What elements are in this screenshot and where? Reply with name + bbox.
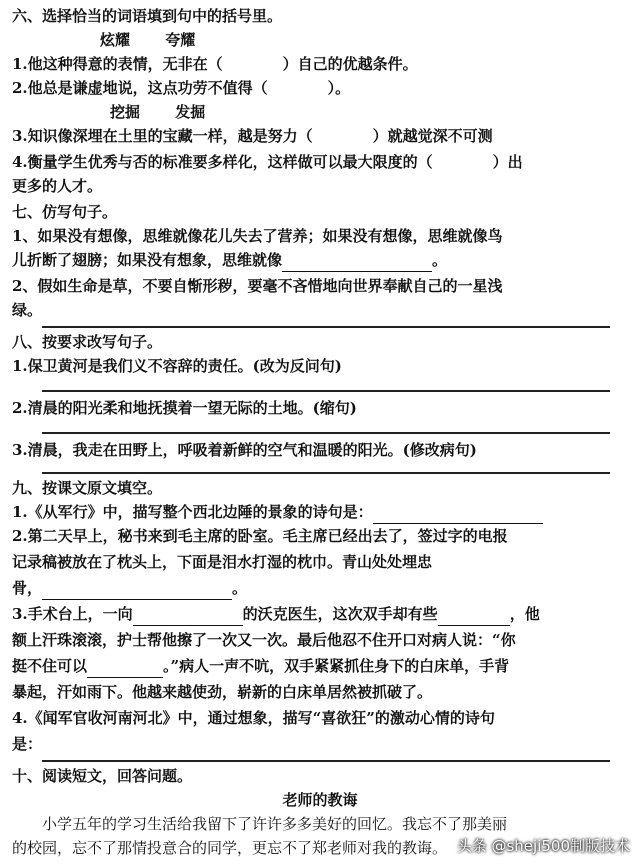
sec6-question-1: 1.他这种得意的表情，无非在（ ）自己的优越条件。 xyxy=(12,55,418,73)
passage-paragraph-1-line-1: 小学五年的学习生活给我留下了许许多多美好的回忆。我忘不了那美丽 xyxy=(42,815,508,833)
answer-line[interactable] xyxy=(42,760,610,762)
sec9-question-3-line-4: 暴起，汗如雨下。他越来越使劲，崭新的白床单居然被抓破了。 xyxy=(12,683,433,701)
section-8-heading: 八、按要求改写句子。 xyxy=(12,333,163,351)
answer-blank[interactable] xyxy=(282,253,432,272)
sec9-q3-text-2: 的沃克医生，这次双手却有些 xyxy=(242,605,438,623)
watermark: 头条 @sheji500制版技术 xyxy=(456,837,630,855)
section-7-heading: 七、仿写句子。 xyxy=(12,203,118,221)
answer-line[interactable] xyxy=(42,390,610,392)
sec9-q3-text-4: 挺不住可以 xyxy=(12,657,88,675)
answer-blank[interactable] xyxy=(438,607,510,626)
sec9-q2-text: 骨， xyxy=(12,579,43,597)
word-choice-1: 炫耀 夸耀 xyxy=(100,31,196,49)
answer-blank[interactable] xyxy=(373,505,543,524)
answer-blank[interactable] xyxy=(133,607,243,626)
answer-line[interactable] xyxy=(42,432,610,434)
word-choice-2: 挖掘 发掘 xyxy=(110,103,206,121)
sec7-question-2-line-2: 绿。 xyxy=(12,301,43,319)
sec8-question-2: 2.清晨的阳光柔和地抚摸着一望无际的土地。(缩句) xyxy=(12,399,357,417)
sec6-question-4-line-1: 4.衡量学生优秀与否的标准要多样化，这样做可以最大限度的（ ）出 xyxy=(12,153,523,171)
sec7-question-2-line-1: 2、假如生命是草，不要自惭形秽，要毫不吝惜地向世界奉献自己的一星浅 xyxy=(12,277,503,295)
sec9-q3-text-3: ，他 xyxy=(509,605,540,623)
section-6-heading: 六、选择恰当的词语填到句中的括号里。 xyxy=(12,7,283,25)
sec9-q3-text-5: 。”病人一声不吭，双手紧紧抓住身下的白床单，手背 xyxy=(163,657,510,675)
sec9-question-3-line-1 xyxy=(12,602,628,626)
sec9-question-1 xyxy=(12,500,628,524)
answer-line[interactable] xyxy=(42,326,610,328)
passage-title: 老师的教诲 xyxy=(282,791,358,809)
sec9-question-4-line-2: 是： xyxy=(12,735,43,753)
section-9-heading: 九、按课文原文填空。 xyxy=(12,479,163,497)
sec8-question-3: 3.清晨，我走在田野上，呼吸着新鲜的空气和温暖的阳光。(修改病句) xyxy=(12,441,477,459)
sec9-q3-text-1: 3.手术台上，一向 xyxy=(12,605,133,623)
sec9-question-4-line-1: 4.《闻军官收河南河北》中，通过想象，描写“喜欲狂”的激动心情的诗句 xyxy=(12,709,495,727)
sec7-question-1-line-1: 1、如果没有想像，思维就像花儿失去了营养；如果没有想像，思维就像鸟 xyxy=(12,227,503,245)
sec7-q1-text: 儿折断了翅膀；如果没有想象，思维就像 xyxy=(12,251,283,269)
sec9-q2-end: 。 xyxy=(232,579,248,597)
answer-line[interactable] xyxy=(42,472,610,474)
sec9-question-2-line-2: 记录稿被放在了枕头上，下面是泪水打湿的枕巾。青山处处埋忠 xyxy=(12,553,433,571)
sec9-q1-text: 1.《从军行》中，描写整个西北边陲的景象的诗句是： xyxy=(12,503,373,521)
worksheet-page xyxy=(12,0,628,864)
section-10-heading: 十、阅读短文，回答问题。 xyxy=(12,767,193,785)
answer-blank[interactable] xyxy=(87,659,163,678)
answer-blank[interactable] xyxy=(42,581,232,600)
sec6-question-4-line-2: 更多的人才。 xyxy=(12,177,103,195)
sec9-question-2-line-3 xyxy=(12,576,628,600)
sec6-question-3: 3.知识像深埋在土里的宝藏一样，越是努力（ ）就越觉深不可测 xyxy=(12,127,493,145)
sec9-question-2-line-1: 2.第二天早上，秘书来到毛主席的卧室。毛主席已经出去了，签过字的电报 xyxy=(12,527,508,545)
sec7-q1-end: 。 xyxy=(432,251,448,269)
sec9-question-3-line-3 xyxy=(12,654,628,678)
sec8-question-1: 1.保卫黄河是我们义不容辞的责任。(改为反问句) xyxy=(12,357,342,375)
sec6-question-2: 2.他总是谦虚地说，这点功劳不值得（ ）。 xyxy=(12,79,351,97)
sec9-question-3-line-2: 额上汗珠滚滚，护士帮他擦了一次又一次。最后他忍不住开口对病人说：“你 xyxy=(12,631,516,649)
passage-paragraph-1-line-2: 的校园，忘不了那情投意合的同学，更忘不了郑老师对我的教诲。 xyxy=(12,839,448,857)
sec7-question-1-line-2 xyxy=(12,248,628,272)
